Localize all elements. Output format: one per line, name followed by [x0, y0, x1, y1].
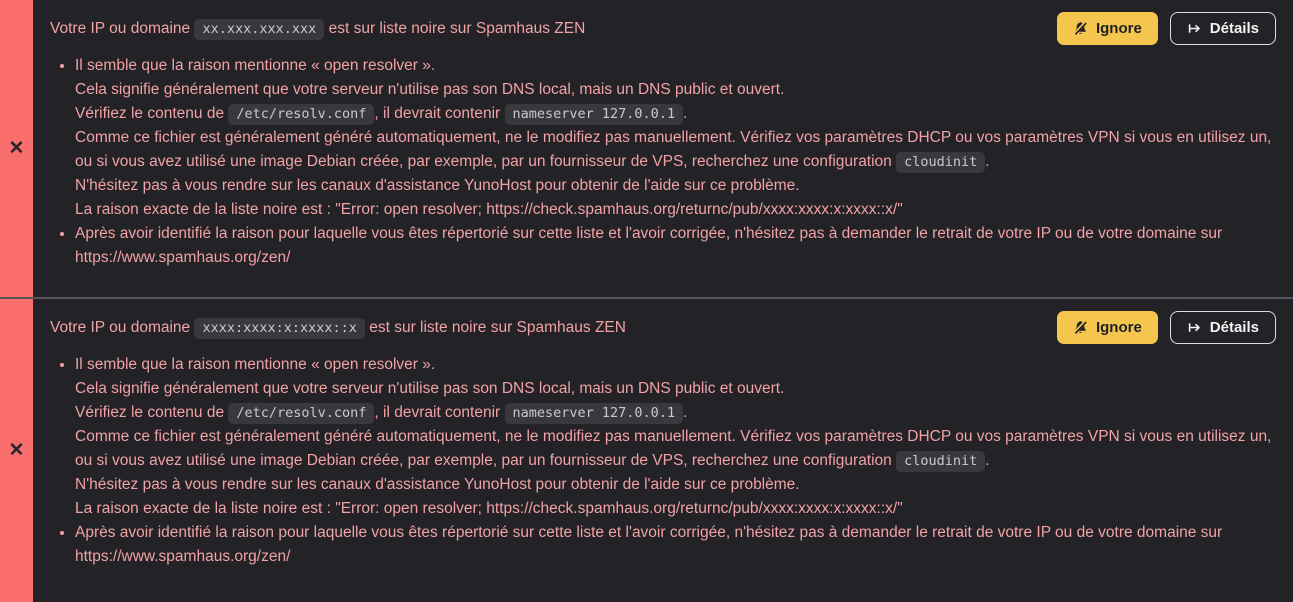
diagnosis-details-list	[50, 54, 1276, 270]
ignore-button-label: Ignore	[1095, 319, 1142, 336]
diagnosis-card-ipv4	[0, 0, 1293, 297]
diagnosis-card-ipv6	[0, 297, 1293, 602]
card-actions	[1057, 12, 1276, 45]
inline-code: /etc/resolv.conf	[228, 104, 374, 125]
title-suffix: est sur liste noire sur Spamhaus ZEN	[324, 19, 586, 37]
error-severity-bar	[0, 299, 33, 602]
card-header	[50, 12, 1276, 45]
bullet-item: • Après avoir identifié la raison pour laquelle vous êtes répertorié sur cette liste et l'avoir corrigée, n'hésitez pas à demander le retrait de votre IP ou de votre domaine sur https://www.spamhaus.org/zen/	[75, 521, 1276, 569]
title-prefix: Votre IP ou domaine	[50, 318, 195, 336]
diagnosis-details-list	[50, 353, 1276, 569]
ignore-button[interactable]	[1057, 311, 1158, 344]
details-button-label: Détails	[1209, 20, 1259, 37]
title-suffix: est sur liste noire sur Spamhaus ZEN	[364, 318, 626, 336]
card-title	[50, 17, 585, 41]
ip-address-chip: xxxx:xxxx:x:xxxx::x	[194, 318, 364, 339]
inline-code: nameserver 127.0.0.1	[505, 403, 684, 424]
arrow-right-from-bar-icon	[1187, 320, 1202, 335]
details-button[interactable]	[1170, 311, 1276, 344]
inline-code: cloudinit	[896, 451, 985, 472]
bullet-item: • Il semble que la raison mentionne « open resolver ». Cela signifie généralement que votre serveur n'utilise pas son DNS local, mais un DNS public et ouvert. Vérifiez le contenu de /etc/resolv.conf , il devrait contenir nameserver 127.0.0.1 . Comme ce fichier est généralement généré automatiquement, ne le modifiez pas manuellement. Vérifiez vos paramètres DHCP ou vos paramètres VPN si vous en utilisez un, ou si vous avez utilisé une image Debian créée, par exemple, par un fournisseur de VPS, recherchez une configuration cloudinit . N'hésitez pas à vous rendre sur les canaux d'assistance YunoHost pour obtenir de l'aide sur ce problème. La raison exacte de la liste noire est : "Error: open resolver; https://check.spamhaus.org/returnc/pub/xxxx:xxxx:x:xxxx::x/"	[75, 54, 1276, 222]
ignore-button-label: Ignore	[1095, 20, 1142, 37]
close-icon[interactable]: ✕	[8, 138, 25, 159]
inline-code: nameserver 127.0.0.1	[505, 104, 684, 125]
ip-address-chip: xx.xxx.xxx.xxx	[194, 19, 324, 40]
card-actions	[1057, 311, 1276, 344]
title-prefix: Votre IP ou domaine	[50, 19, 195, 37]
bell-slash-icon	[1073, 320, 1088, 335]
card-header	[50, 311, 1276, 344]
bullet-item: • Après avoir identifié la raison pour laquelle vous êtes répertorié sur cette liste et l'avoir corrigée, n'hésitez pas à demander le retrait de votre IP ou de votre domaine sur https://www.spamhaus.org/zen/	[75, 222, 1276, 270]
arrow-right-from-bar-icon	[1187, 21, 1202, 36]
ignore-button[interactable]	[1057, 12, 1158, 45]
close-icon[interactable]: ✕	[8, 440, 25, 461]
error-severity-bar	[0, 0, 33, 297]
details-button-label: Détails	[1209, 319, 1259, 336]
details-button[interactable]	[1170, 12, 1276, 45]
card-title	[50, 316, 626, 340]
bell-slash-icon	[1073, 21, 1088, 36]
card-content	[33, 0, 1293, 297]
bullet-item: • Il semble que la raison mentionne « open resolver ». Cela signifie généralement que votre serveur n'utilise pas son DNS local, mais un DNS public et ouvert. Vérifiez le contenu de /etc/resolv.conf , il devrait contenir nameserver 127.0.0.1 . Comme ce fichier est généralement généré automatiquement, ne le modifiez pas manuellement. Vérifiez vos paramètres DHCP ou vos paramètres VPN si vous en utilisez un, ou si vous avez utilisé une image Debian créée, par exemple, par un fournisseur de VPS, recherchez une configuration cloudinit . N'hésitez pas à vous rendre sur les canaux d'assistance YunoHost pour obtenir de l'aide sur ce problème. La raison exacte de la liste noire est : "Error: open resolver; https://check.spamhaus.org/returnc/pub/xxxx:xxxx:x:xxxx::x/"	[75, 353, 1276, 521]
card-content	[33, 299, 1293, 602]
inline-code: cloudinit	[896, 152, 985, 173]
inline-code: /etc/resolv.conf	[228, 403, 374, 424]
